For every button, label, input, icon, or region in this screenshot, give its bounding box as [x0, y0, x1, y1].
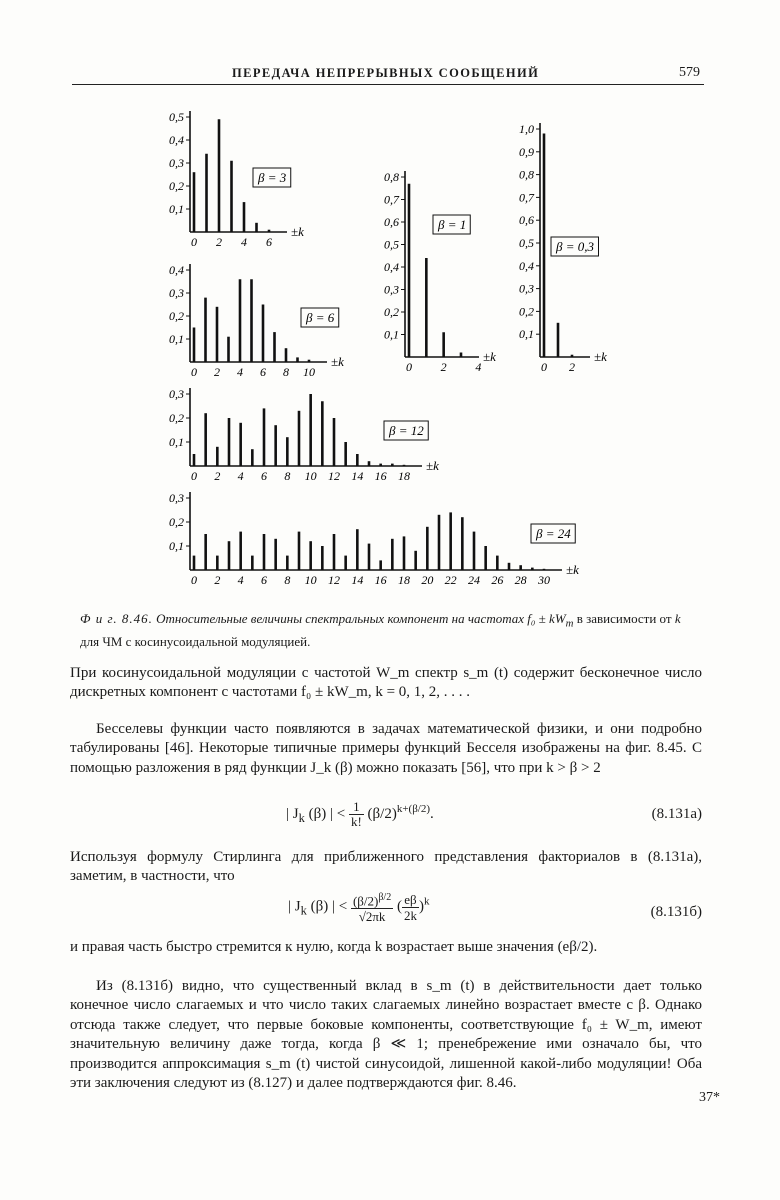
- y-tick-label: 0,6: [519, 213, 534, 228]
- x-axis-label: ±k: [594, 349, 607, 364]
- y-tick-label: 1,0: [519, 122, 534, 136]
- paragraph-3: Используя формулу Стирлинга для приближенного представления факториалов в (8.131a), заметим, в частности, что: [70, 849, 702, 885]
- x-tick-label: 2: [214, 365, 220, 379]
- x-tick-label: 0: [406, 360, 412, 374]
- x-tick-label: 4: [237, 573, 244, 587]
- x-axis-label: ±k: [291, 224, 304, 239]
- y-tick-label: 0,1: [169, 539, 184, 553]
- x-tick-label: 18: [398, 573, 410, 587]
- running-title: ПЕРЕДАЧА НЕПРЕРЫВНЫХ СООБЩЕНИЙ: [232, 66, 540, 80]
- y-tick-label: 0,4: [169, 263, 184, 277]
- x-tick-label: 8: [283, 365, 289, 379]
- y-tick-label: 0,1: [519, 327, 534, 342]
- y-tick-label: 0,4: [384, 260, 399, 274]
- y-tick-label: 0,3: [169, 491, 184, 505]
- caption-label: Ф и г. 8.46.: [80, 611, 153, 626]
- x-tick-label: 2: [214, 469, 221, 483]
- x-tick-label: 4: [237, 365, 243, 379]
- x-tick-label: 16: [374, 469, 387, 483]
- x-tick-label: 8: [284, 573, 291, 587]
- x-tick-label: 2: [440, 360, 447, 374]
- x-tick-label: 0: [191, 365, 197, 379]
- x-tick-label: 0: [191, 573, 197, 587]
- x-tick-label: 4: [237, 469, 244, 483]
- x-tick-label: 14: [351, 469, 364, 483]
- paragraph-2: Бесселевы функции часто появляются в задачах математической физики, и они подробно табулированы [46]. Некоторые типичные примеры функций Бесселя изображены на фиг. 8.45. С помощью разложения в ряд функции J_k (β) можно показать [56], что при k > β > 2: [70, 721, 702, 776]
- y-tick-label: 0,4: [519, 258, 534, 273]
- legend-label: β = 6: [306, 310, 335, 325]
- y-tick-label: 0,2: [519, 304, 534, 319]
- x-tick-label: 10: [304, 469, 317, 483]
- x-tick-label: 0: [541, 360, 547, 374]
- y-tick-label: 0,2: [169, 515, 184, 529]
- x-tick-label: 6: [261, 469, 267, 483]
- legend-label: β = 24: [536, 526, 571, 541]
- x-tick-label: 14: [351, 573, 364, 587]
- equation-number: (8.131a): [651, 806, 702, 822]
- legend-label: β = 1: [438, 217, 467, 232]
- y-tick-label: 0,3: [169, 286, 184, 300]
- y-tick-label: 0,5: [384, 237, 399, 252]
- figure-caption: Ф и г. 8.46. Относительные величины спектральных компонент на частотах $f_0 \pm kW_m$ в зависимости от k для ЧМ с косинусоидальной модуляцией.: [80, 611, 681, 649]
- x-tick-label: 28: [514, 573, 527, 587]
- y-tick-label: 0,3: [169, 156, 184, 170]
- y-tick-label: 0,2: [169, 179, 184, 193]
- x-tick-label: 2: [214, 573, 221, 587]
- y-tick-label: 0,1: [169, 435, 184, 449]
- y-tick-label: 0,6: [384, 215, 399, 229]
- equation-number: (8.131б): [650, 904, 702, 920]
- x-tick-label: 4: [241, 235, 247, 249]
- y-tick-label: 0,9: [519, 144, 534, 159]
- y-tick-label: 0,3: [384, 282, 399, 297]
- x-tick-label: 6: [261, 573, 267, 587]
- x-tick-label: 16: [374, 573, 387, 587]
- y-tick-label: 0,7: [384, 192, 399, 207]
- legend-label: β = 0,3: [556, 239, 594, 254]
- y-tick-label: 0,2: [384, 305, 399, 319]
- y-tick-label: 0,2: [169, 309, 184, 323]
- y-tick-label: 0,1: [384, 327, 399, 342]
- x-tick-label: 0: [191, 469, 197, 483]
- y-tick-label: 0,1: [169, 202, 184, 216]
- y-tick-label: 0,5: [519, 236, 534, 250]
- page-number: 579: [679, 65, 700, 80]
- x-tick-label: 2: [569, 360, 575, 374]
- x-tick-label: 6: [266, 235, 272, 249]
- paragraph-1: При косинусоидальной модуляции с частотой W_m спектр s_m (t) содержит бесконечное число дискретных компонент с частотами f₀ ± kW_m, k = 0, 1, 2, . . . .: [70, 665, 702, 701]
- x-tick-label: 24: [468, 573, 480, 587]
- x-axis-label: ±k: [566, 562, 579, 577]
- x-tick-label: 18: [398, 469, 410, 483]
- legend-label: β = 12: [389, 423, 424, 438]
- legend-label: β = 3: [258, 170, 287, 185]
- x-tick-label: 10: [304, 573, 317, 587]
- y-tick-label: 0,1: [169, 332, 184, 346]
- x-axis-label: ±k: [331, 354, 344, 369]
- x-tick-label: 0: [191, 235, 197, 249]
- paragraph-5: Из (8.131б) видно, что существенный вклад в s_m (t) в действительности дает только конечное число слагаемых и что число таких слагаемых линейно возрастает вместе с β. Однако отсюда также следует, что первые боковые компоненты, соответствующие f₀ ± W_m, имеют значительную величину даже тогда, когда β ≪ 1; пренебрежение ими означало бы, что производится аппроксимация s_m (t) чистой синусоидой, лишенной какой-либо модуляции! Оба эти заключения следуют из (8.127) и далее подтверждаются фиг. 8.46.: [70, 978, 702, 1092]
- x-axis-label: ±k: [483, 349, 496, 364]
- y-tick-label: 0,4: [169, 133, 184, 147]
- x-tick-label: 22: [444, 573, 457, 587]
- y-tick-label: 0,8: [519, 167, 534, 182]
- x-tick-label: 12: [328, 469, 340, 483]
- x-tick-label: 6: [260, 365, 266, 379]
- x-tick-label: 20: [421, 573, 434, 587]
- x-tick-label: 26: [491, 573, 504, 587]
- x-tick-label: 12: [328, 573, 340, 587]
- x-tick-label: 4: [475, 360, 482, 374]
- y-tick-label: 0,2: [169, 411, 184, 425]
- y-tick-label: 0,8: [384, 170, 399, 184]
- x-axis-label: ±k: [426, 458, 439, 473]
- x-tick-label: 10: [303, 365, 315, 379]
- y-tick-label: 0,3: [519, 281, 534, 296]
- x-tick-label: 8: [284, 469, 291, 483]
- y-tick-label: 0,7: [519, 190, 534, 205]
- y-tick-label: 0,5: [169, 110, 184, 124]
- x-tick-label: 30: [538, 573, 550, 587]
- paragraph-4: и правая часть быстро стремится к нулю, когда k возрастает выше значения (eβ/2).: [70, 939, 598, 955]
- x-tick-label: 2: [216, 235, 222, 249]
- y-tick-label: 0,3: [169, 387, 184, 401]
- signature-mark: 37*: [699, 1090, 720, 1105]
